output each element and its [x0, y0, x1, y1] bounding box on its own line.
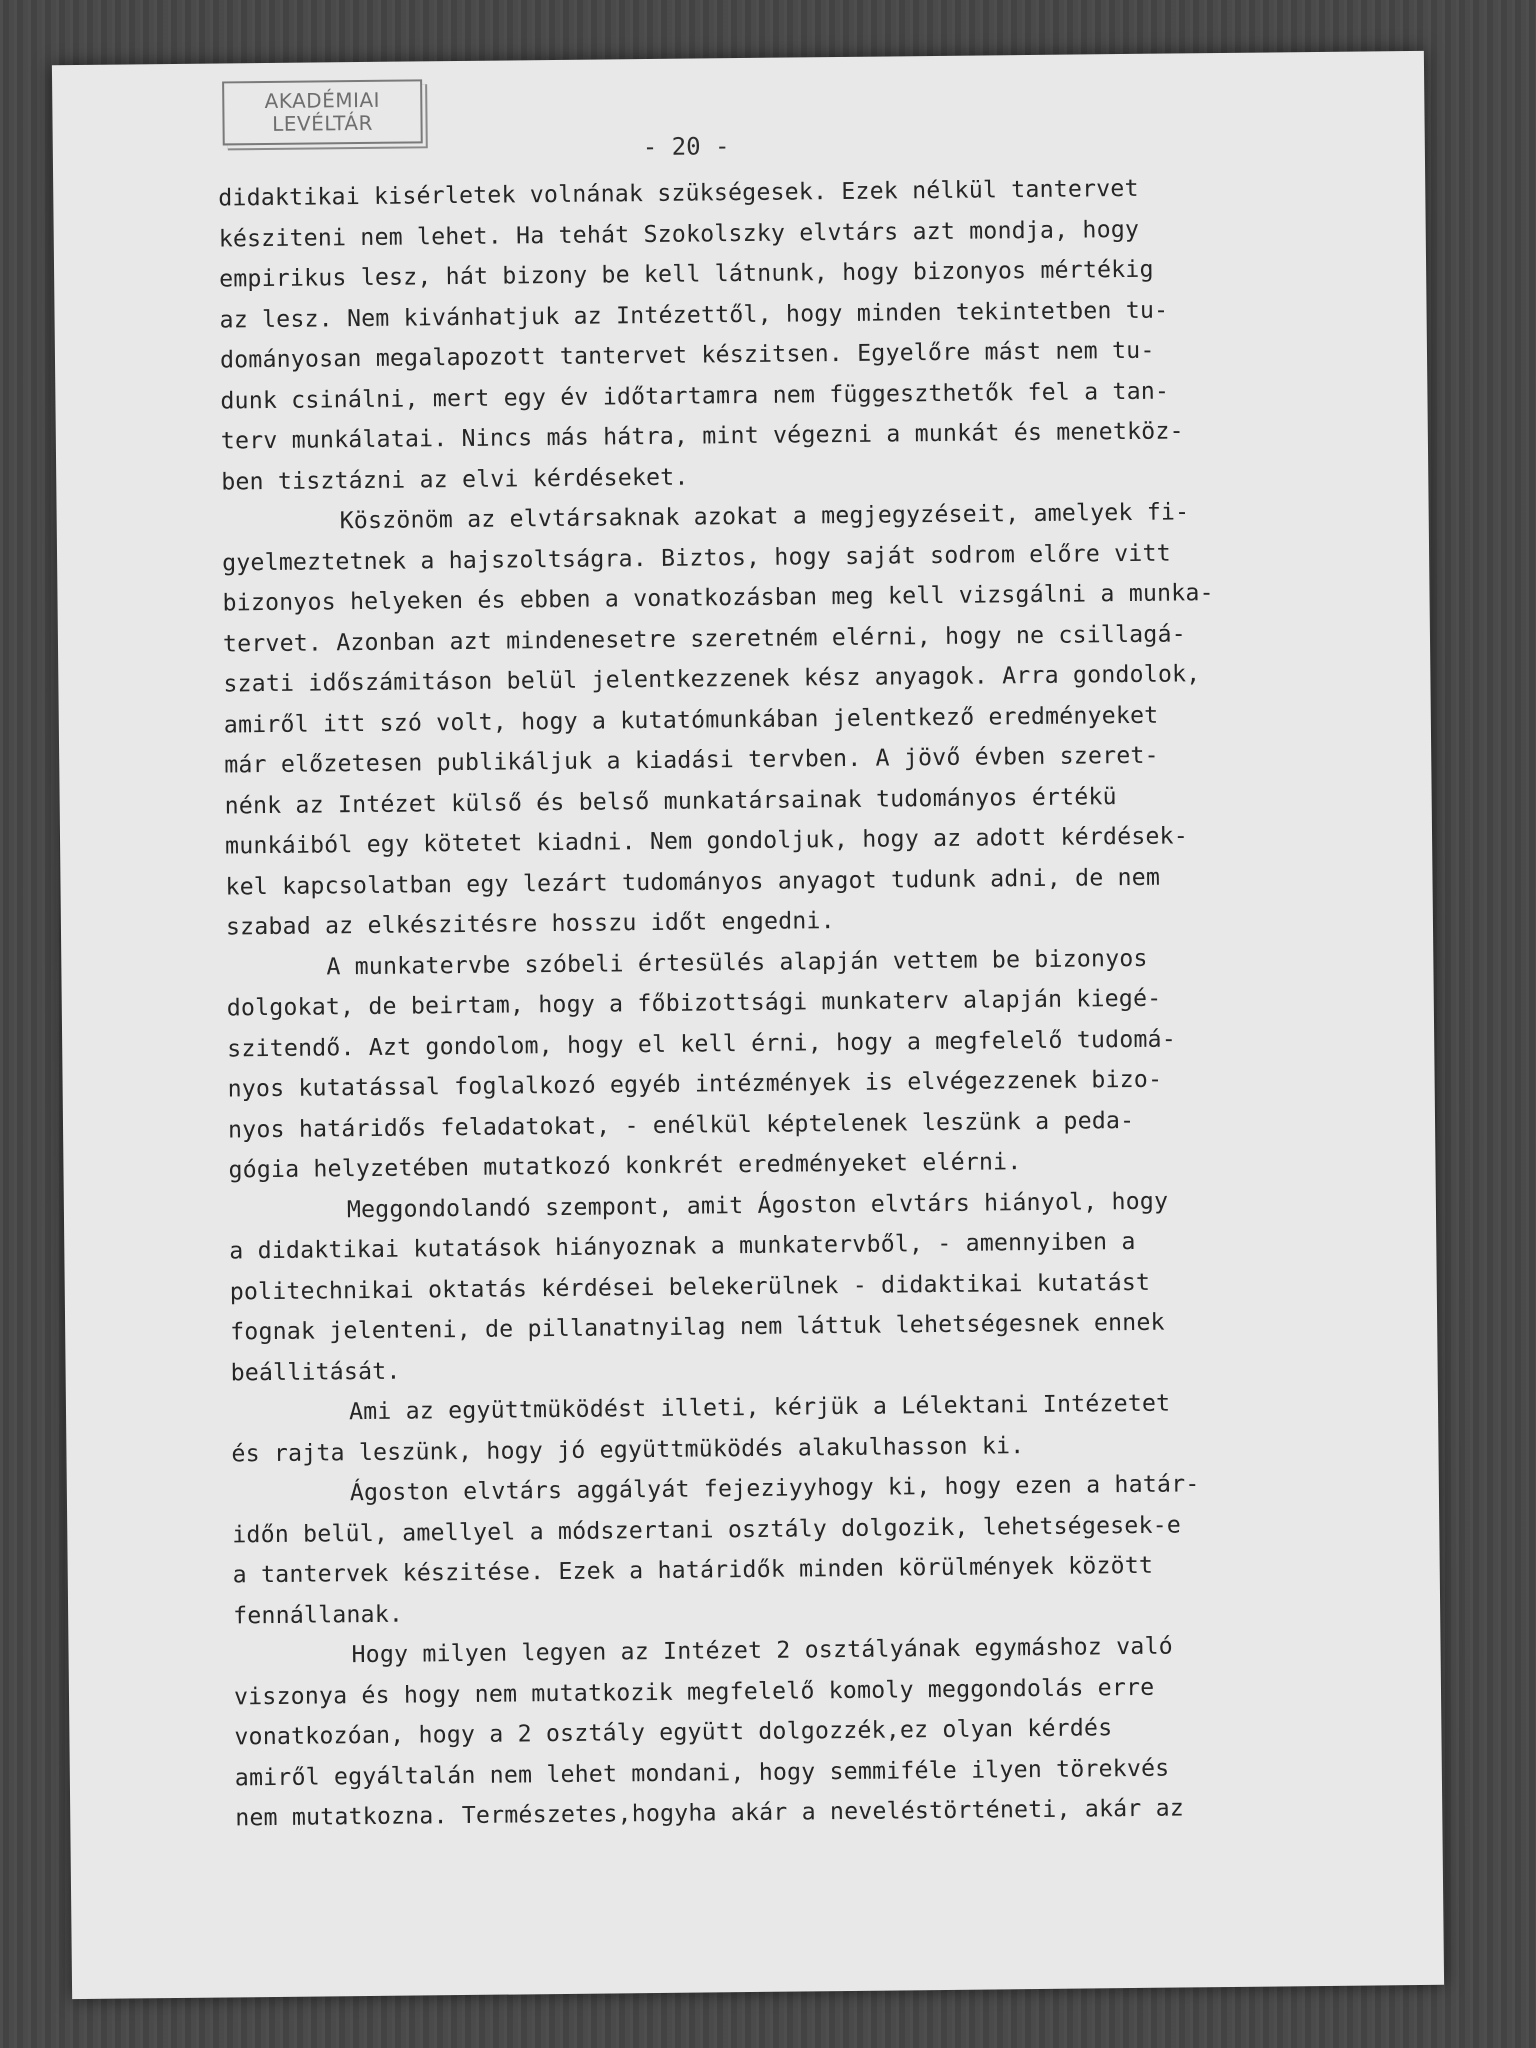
- text-line: amiről egyáltalán nem lehet mondani, hogy semmiféle ilyen törekvés: [234, 1754, 1170, 1791]
- text-line: késziteni nem lehet. Ha tehát Szokolszky elvtárs azt mondja, hogy: [218, 215, 1140, 252]
- text-line: Ami az együttmüködést illeti, kérjük a Lélektani Intézetet: [348, 1389, 1171, 1426]
- page-number: - 20 -: [642, 132, 730, 162]
- text-line: beállitását.: [230, 1357, 401, 1386]
- text-line: Hogy milyen legyen az Intézet 2 osztályának egymáshoz való: [351, 1632, 1173, 1669]
- text-line: dományosan megalapozott tantervet készitsen. Egyelőre mást nem tu-: [219, 336, 1155, 374]
- text-line: kel kapcsolatban egy lezárt tudományos anyagot tudunk adni, de nem: [225, 863, 1161, 900]
- text-line: gyelmeztetnek a hajszoltságra. Biztos, hogy saját sodrom előre vitt: [221, 539, 1171, 576]
- text-line: A munkatervbe szóbeli értesülés alapján vettem be bizonyos: [326, 944, 1148, 980]
- document-page: [52, 51, 1444, 1999]
- text-line: munkáiból egy kötetet kiadni. Nem gondoljuk, hogy az adott kérdések-: [224, 822, 1189, 860]
- text-line: gógia helyzetében mutatkozó konkrét eredményeket elérni.: [228, 1148, 1022, 1184]
- text-line: dunk csinálni, mert egy év időtartamra nem függeszthetők fel a tan-: [220, 377, 1170, 414]
- text-line: empirikus lesz, hát bizony be kell látnunk, hogy bizonyos mértékig: [219, 255, 1154, 293]
- text-line: szati időszámitáson belül jelentkezzenek kész anyagok. Arra gondolok,: [223, 660, 1201, 698]
- text-line: fennállanak.: [233, 1600, 404, 1629]
- text-line: vonatkozóan, hogy a 2 osztály együtt dolgozzék,ez olyan kérdés: [234, 1714, 1113, 1751]
- text-line: bizonyos helyeken és ebben a vonatkozásban meg kell vizsgálni a munka-: [222, 579, 1214, 617]
- text-line: szitendő. Azt gondolom, hogy el kell érni, hogy a megfelelő tudomá-: [227, 1025, 1177, 1062]
- text-line: viszonya és hogy nem mutatkozik megfelelő komoly meggondolás erre: [233, 1673, 1155, 1710]
- text-line: az lesz. Nem kivánhatjuk az Intézettől, hogy minden tekintetben tu-: [219, 296, 1169, 333]
- stamp-line-2: LEVÉLTÁR: [272, 110, 374, 136]
- text-line: tervet. Azonban azt mindenesetre szeretném elérni, hogy ne csillagá-: [222, 619, 1186, 657]
- text-line: nyos kutatással foglalkozó egyéb intézmények is elvégezzenek bizo-: [227, 1065, 1163, 1103]
- text-line: terv munkálatai. Nincs más hátra, mint végezni a munkát és menetköz-: [220, 417, 1184, 455]
- text-line: didaktikai kisérletek volnának szükségesek. Ezek nélkül tantervet: [218, 174, 1139, 212]
- text-line: és rajta leszünk, hogy jó együttmüködés alakulhasson ki.: [231, 1431, 1025, 1467]
- text-line: időn belül, amellyel a módszertani osztály dolgozik, lehetségesek-e: [232, 1510, 1182, 1548]
- text-line: Meggondolandó szempont, amit Ágoston elvtárs hiányol, hogy: [346, 1187, 1169, 1223]
- text-line: dolgokat, de beirtam, hogy a főbizottsági munkaterv alapján kiegé-: [226, 984, 1162, 1022]
- text-line: politechnikai oktatás kérdései belekerülnek - didaktikai kutatást: [229, 1268, 1151, 1305]
- text-line: a didaktikai kutatások hiányoznak a munkatervből, - amennyiben a: [229, 1227, 1136, 1265]
- text-line: ben tisztázni az elvi kérdéseket.: [221, 463, 689, 495]
- stamp-line-1: AKADÉMIAI: [264, 87, 381, 114]
- text-line: nénk az Intézet külső és belső munkatársainak tudományos értékü: [224, 782, 1117, 819]
- text-line: már előzetesen publikáljuk a kiadási tervben. A jövő évben szeret-: [224, 741, 1159, 779]
- text-line: a tantervek készitése. Ezek a határidők minden körülmények között: [232, 1551, 1154, 1589]
- archive-stamp: [222, 79, 423, 145]
- text-line: Köszönöm az elvtársaknak azokat a megjegyzéseit, amelyek fi-: [339, 498, 1190, 535]
- typewritten-text: [218, 166, 1385, 1838]
- text-line: szabad az elkészitésre hosszu időt engedni.: [225, 907, 835, 941]
- text-line: fognak jelenteni, de pillanatnyilag nem láttuk lehetségesnek ennek: [230, 1308, 1165, 1346]
- text-line: nem mutatkozna. Természetes,hogyha akár a neveléstörténeti, akár az: [235, 1794, 1185, 1832]
- text-line: Ágoston elvtárs aggályát fejeziyyhogy ki, hogy ezen a határ-: [349, 1470, 1200, 1507]
- text-line: nyos határidős feladatokat, - enélkül képtelenek leszünk a peda-: [227, 1106, 1135, 1143]
- text-line: amiről itt szó volt, hogy a kutatómunkában jelentkező eredményeket: [223, 701, 1159, 738]
